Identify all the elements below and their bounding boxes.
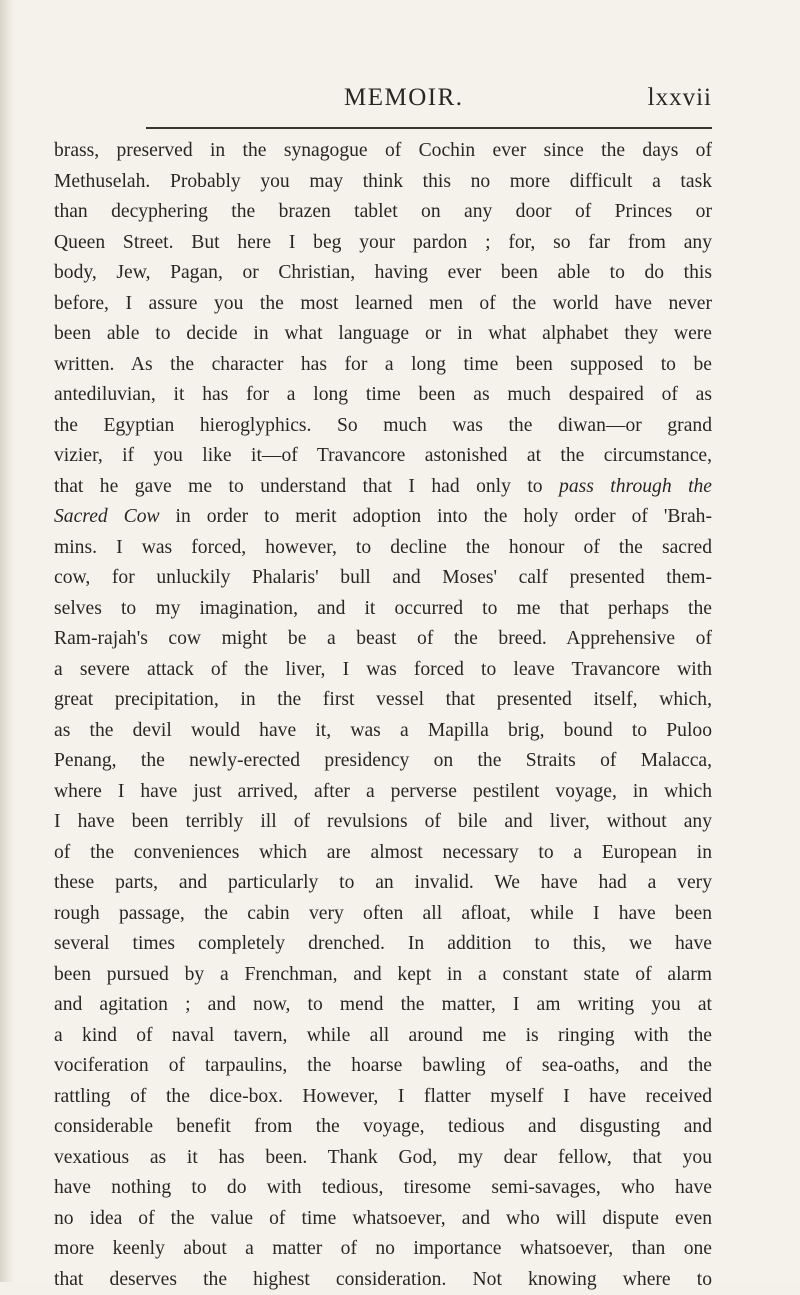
text-line	[54, 716, 712, 747]
text-segment: a severe attack of the liver, I was forced to leave Travancore with	[54, 659, 712, 680]
text-line	[54, 411, 712, 442]
text-segment: a kind of naval tavern, while all around me is ringing with the	[54, 1025, 712, 1046]
text-line	[54, 1051, 712, 1082]
text-segment: several times completely drenched. In addition to this, we have	[54, 933, 712, 954]
text-segment: body, Jew, Pagan, or Christian, having ever been able to do this	[54, 262, 712, 283]
text-segment: rattling of the dice-box. However, I flatter myself I have received	[54, 1086, 712, 1107]
text-line	[54, 746, 712, 777]
text-line	[54, 807, 712, 838]
text-line	[54, 167, 712, 198]
text-line	[54, 685, 712, 716]
text-line	[54, 1265, 712, 1295]
page-header	[144, 84, 712, 124]
text-segment: Sacred Cow	[54, 506, 160, 527]
text-segment: Ram-rajah's cow might be a beast of the breed. Apprehensive of	[54, 628, 712, 649]
text-line	[54, 899, 712, 930]
text-segment: antediluvian, it has for a long time been as much despaired of as	[54, 384, 712, 405]
text-segment: as the devil would have it, was a Mapilla brig, bound to Puloo	[54, 720, 712, 741]
text-line	[54, 289, 712, 320]
header-rule	[146, 127, 712, 129]
text-segment: vociferation of tarpaulins, the hoarse bawling of sea-oaths, and the	[54, 1055, 712, 1076]
text-line	[54, 502, 712, 533]
text-line	[54, 380, 712, 411]
text-segment: great precipitation, in the first vessel that presented itself, which,	[54, 689, 712, 710]
text-line	[54, 1234, 712, 1265]
text-segment: in order to merit adoption into the holy order of 'Brah-	[160, 506, 712, 527]
text-segment: Queen Street. But here I beg your pardon ; for, so far from any	[54, 232, 712, 253]
text-segment: these parts, and particularly to an invalid. We have had a very	[54, 872, 712, 893]
text-segment: and agitation ; and now, to mend the matter, I am writing you at	[54, 994, 712, 1015]
text-segment: Methuselah. Probably you may think this no more difficult a task	[54, 171, 712, 192]
text-line	[54, 533, 712, 564]
text-line	[54, 1112, 712, 1143]
text-line	[54, 197, 712, 228]
text-line	[54, 594, 712, 625]
text-segment: that he gave me to understand that I had only to	[54, 476, 559, 497]
text-line	[54, 350, 712, 381]
text-segment: mins. I was forced, however, to decline the honour of the sacred	[54, 537, 712, 558]
text-line	[54, 1143, 712, 1174]
text-segment: no idea of the value of time whatsoever, and who will dispute even	[54, 1208, 712, 1229]
text-line	[54, 472, 712, 503]
text-segment: where I have just arrived, after a perverse pestilent voyage, in which	[54, 781, 712, 802]
text-line	[54, 960, 712, 991]
text-line	[54, 563, 712, 594]
text-line	[54, 228, 712, 259]
text-line	[54, 624, 712, 655]
text-segment: the Egyptian hieroglyphics. So much was the diwan—or grand	[54, 415, 712, 436]
text-segment: pass through the	[559, 476, 712, 497]
text-line	[54, 441, 712, 472]
page-number: lxxvii	[648, 84, 712, 112]
text-line	[54, 929, 712, 960]
text-line	[54, 1173, 712, 1204]
page-gutter-shadow	[0, 0, 14, 1282]
text-segment: written. As the character has for a long time been supposed to be	[54, 354, 712, 375]
running-head: MEMOIR.	[344, 84, 464, 112]
text-segment: than decyphering the brazen tablet on any door of Princes or	[54, 201, 712, 222]
text-line	[54, 777, 712, 808]
text-line	[54, 1204, 712, 1235]
text-line	[54, 655, 712, 686]
text-line	[54, 319, 712, 350]
text-line	[54, 990, 712, 1021]
text-segment: before, I assure you the most learned men of the world have never	[54, 293, 712, 314]
text-line	[54, 868, 712, 899]
text-segment: have nothing to do with tedious, tiresome semi-savages, who have	[54, 1177, 712, 1198]
text-line	[54, 1082, 712, 1113]
text-segment: Penang, the newly-erected presidency on the Straits of Malacca,	[54, 750, 712, 771]
text-line	[54, 1021, 712, 1052]
text-segment: been able to decide in what language or in what alphabet they were	[54, 323, 712, 344]
text-segment: vexatious as it has been. Thank God, my dear fellow, that you	[54, 1147, 712, 1168]
text-segment: more keenly about a matter of no importance whatsoever, than one	[54, 1238, 712, 1259]
text-segment: I have been terribly ill of revulsions of bile and liver, without any	[54, 811, 712, 832]
body-text	[54, 136, 712, 1295]
text-segment: brass, preserved in the synagogue of Cochin ever since the days of	[54, 140, 712, 161]
text-segment: been pursued by a Frenchman, and kept in a constant state of alarm	[54, 964, 712, 985]
text-segment: rough passage, the cabin very often all afloat, while I have been	[54, 903, 712, 924]
text-line	[54, 258, 712, 289]
text-segment: that deserves the highest consideration. Not knowing where to	[54, 1269, 712, 1290]
text-line	[54, 838, 712, 869]
text-line	[54, 136, 712, 167]
text-segment: considerable benefit from the voyage, tedious and disgusting and	[54, 1116, 712, 1137]
text-segment: vizier, if you like it—of Travancore astonished at the circumstance,	[54, 445, 712, 466]
text-segment: selves to my imagination, and it occurred to me that perhaps the	[54, 598, 712, 619]
text-segment: of the conveniences which are almost necessary to a European in	[54, 842, 712, 863]
text-segment: cow, for unluckily Phalaris' bull and Moses' calf presented them-	[54, 567, 712, 588]
